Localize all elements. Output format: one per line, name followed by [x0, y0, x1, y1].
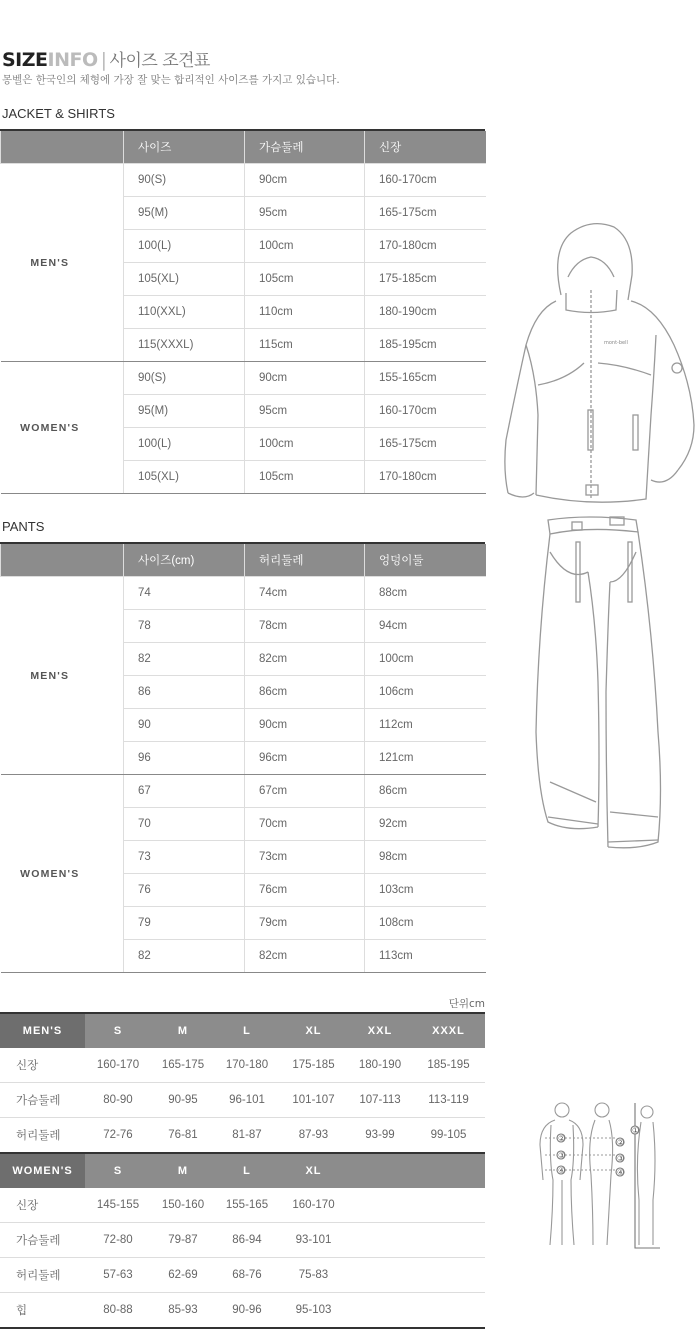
table-cell: 165-175cm	[365, 197, 486, 230]
table-cell: 100(L)	[124, 428, 245, 461]
table-cell: 88cm	[365, 577, 486, 610]
table-cell: 94cm	[365, 610, 486, 643]
table-row	[0, 1258, 485, 1293]
pants-header-row	[1, 544, 486, 577]
body-measure-name: 신장	[0, 1188, 85, 1223]
table-cell: 100(L)	[124, 230, 245, 263]
table-cell: 105cm	[245, 263, 365, 296]
jacket-brand-mark: mont-bell	[604, 340, 628, 346]
table-cell: 165-175cm	[365, 428, 486, 461]
table-cell: 90-96	[215, 1293, 279, 1329]
jacket-size-table	[0, 131, 486, 494]
body-size-header: S	[85, 1014, 151, 1048]
marker-2-front: ②	[558, 1134, 566, 1143]
marker-1: ①	[632, 1126, 640, 1135]
body-size-header: XL	[279, 1014, 348, 1048]
table-cell: 75-83	[279, 1258, 348, 1293]
marker-4-front: ④	[558, 1166, 566, 1175]
pants-group-label: MEN'S	[1, 577, 124, 775]
table-cell: 113cm	[365, 940, 486, 973]
table-cell: 96-101	[215, 1083, 279, 1118]
table-cell: 70cm	[245, 808, 365, 841]
table-cell: 95(M)	[124, 395, 245, 428]
table-cell: 86-94	[215, 1223, 279, 1258]
table-cell: 78	[124, 610, 245, 643]
body-measure-table	[0, 1014, 485, 1329]
table-cell: 160-170cm	[365, 164, 486, 197]
table-cell	[348, 1223, 412, 1258]
pants-col-header: 사이즈(cm)	[124, 544, 245, 577]
table-cell: 112cm	[365, 709, 486, 742]
body-measure-name: 허리둘레	[0, 1118, 85, 1154]
table-cell: 87-93	[279, 1118, 348, 1154]
table-cell: 150-160	[151, 1188, 215, 1223]
jacket-illustration	[496, 215, 700, 510]
table-cell	[412, 1293, 485, 1329]
table-cell: 82	[124, 643, 245, 676]
body-measure-name: 가슴둘레	[0, 1083, 85, 1118]
table-cell: 90cm	[245, 709, 365, 742]
table-cell: 76	[124, 874, 245, 907]
table-cell: 101-107	[279, 1083, 348, 1118]
body-women-group-label: WOMEN'S	[0, 1153, 85, 1188]
body-men-group-label: MEN'S	[0, 1014, 85, 1048]
table-cell: 165-175	[151, 1048, 215, 1083]
table-cell: 93-99	[348, 1118, 412, 1154]
table-row	[0, 1048, 485, 1083]
table-cell: 185-195	[412, 1048, 485, 1083]
table-cell	[412, 1258, 485, 1293]
table-row	[0, 1118, 485, 1154]
table-cell: 160-170	[279, 1188, 348, 1223]
table-cell: 90	[124, 709, 245, 742]
table-cell: 80-90	[85, 1083, 151, 1118]
jacket-header-row	[1, 131, 486, 164]
body-measure-name: 힙	[0, 1293, 85, 1329]
body-women-header-row	[0, 1153, 485, 1188]
table-cell: 95cm	[245, 395, 365, 428]
table-cell: 79-87	[151, 1223, 215, 1258]
marker-3-front: ③	[558, 1151, 566, 1160]
table-cell	[348, 1293, 412, 1329]
table-cell: 95(M)	[124, 197, 245, 230]
table-cell: 103cm	[365, 874, 486, 907]
table-cell: 175-185cm	[365, 263, 486, 296]
body-measure-name: 신장	[0, 1048, 85, 1083]
table-cell: 100cm	[245, 230, 365, 263]
table-cell: 74	[124, 577, 245, 610]
table-cell: 73cm	[245, 841, 365, 874]
table-cell: 113-119	[412, 1083, 485, 1118]
table-cell: 90(S)	[124, 164, 245, 197]
table-cell: 107-113	[348, 1083, 412, 1118]
pants-col-header: 허리둘레	[245, 544, 365, 577]
table-cell: 74cm	[245, 577, 365, 610]
table-row	[1, 577, 486, 610]
table-cell: 85-93	[151, 1293, 215, 1329]
pants-illustration	[528, 512, 668, 857]
table-cell: 115(XXXL)	[124, 329, 245, 362]
table-cell: 81-87	[215, 1118, 279, 1154]
table-cell: 105(XL)	[124, 263, 245, 296]
table-cell: 90-95	[151, 1083, 215, 1118]
table-cell: 62-69	[151, 1258, 215, 1293]
table-cell: 80-88	[85, 1293, 151, 1329]
table-cell: 160-170	[85, 1048, 151, 1083]
jacket-col-header: 가슴둘레	[245, 131, 365, 164]
table-cell: 100cm	[245, 428, 365, 461]
table-cell: 70	[124, 808, 245, 841]
jacket-group-label: MEN'S	[1, 164, 124, 362]
table-cell: 86cm	[245, 676, 365, 709]
table-cell: 155-165	[215, 1188, 279, 1223]
table-cell: 170-180cm	[365, 230, 486, 263]
pants-col-header: 엉덩이둘	[365, 544, 486, 577]
pants-group-label: WOMEN'S	[1, 775, 124, 973]
table-cell: 76-81	[151, 1118, 215, 1154]
table-cell: 180-190cm	[365, 296, 486, 329]
table-cell: 79	[124, 907, 245, 940]
table-cell	[412, 1188, 485, 1223]
table-row	[1, 164, 486, 197]
table-cell: 90cm	[245, 164, 365, 197]
table-cell: 145-155	[85, 1188, 151, 1223]
body-size-header	[348, 1153, 412, 1188]
table-cell: 90cm	[245, 362, 365, 395]
jacket-section-title: JACKET & SHIRTS	[2, 106, 115, 121]
jacket-header-blank	[1, 131, 124, 164]
body-figure-illustration	[535, 1100, 670, 1255]
table-cell: 175-185	[279, 1048, 348, 1083]
body-size-header: L	[215, 1014, 279, 1048]
table-cell: 185-195cm	[365, 329, 486, 362]
table-row	[1, 775, 486, 808]
body-size-header: M	[151, 1014, 215, 1048]
title-size: SIZE	[2, 49, 48, 71]
table-cell: 170-180	[215, 1048, 279, 1083]
table-cell	[348, 1188, 412, 1223]
pants-header-blank	[1, 544, 124, 577]
table-cell: 110(XXL)	[124, 296, 245, 329]
table-cell: 79cm	[245, 907, 365, 940]
table-cell: 92cm	[365, 808, 486, 841]
table-cell: 96cm	[245, 742, 365, 775]
marker-3-side: ③	[617, 1154, 625, 1163]
table-cell: 90(S)	[124, 362, 245, 395]
table-row	[0, 1188, 485, 1223]
body-size-header: XXXL	[412, 1014, 485, 1048]
table-cell: 67	[124, 775, 245, 808]
table-cell: 78cm	[245, 610, 365, 643]
table-cell: 100cm	[365, 643, 486, 676]
table-cell: 95-103	[279, 1293, 348, 1329]
table-cell	[348, 1258, 412, 1293]
title-info: INFO	[47, 49, 98, 71]
table-cell: 105cm	[245, 461, 365, 494]
body-size-header: XL	[279, 1153, 348, 1188]
table-row	[1, 362, 486, 395]
jacket-col-header: 사이즈	[124, 131, 245, 164]
jacket-col-header: 신장	[365, 131, 486, 164]
table-cell: 82cm	[245, 643, 365, 676]
table-cell: 86	[124, 676, 245, 709]
table-cell: 155-165cm	[365, 362, 486, 395]
table-cell: 108cm	[365, 907, 486, 940]
table-row	[0, 1083, 485, 1118]
table-cell: 105(XL)	[124, 461, 245, 494]
body-size-header: XXL	[348, 1014, 412, 1048]
table-cell: 96	[124, 742, 245, 775]
table-cell: 98cm	[365, 841, 486, 874]
table-cell: 73	[124, 841, 245, 874]
title-separator: |	[100, 49, 107, 71]
table-row	[0, 1223, 485, 1258]
title-korean: 사이즈 조견표	[109, 51, 210, 71]
table-cell: 115cm	[245, 329, 365, 362]
marker-2-side: ②	[617, 1138, 625, 1147]
table-cell: 170-180cm	[365, 461, 486, 494]
table-cell: 72-80	[85, 1223, 151, 1258]
table-cell: 68-76	[215, 1258, 279, 1293]
table-cell: 110cm	[245, 296, 365, 329]
body-size-header: M	[151, 1153, 215, 1188]
table-cell: 82cm	[245, 940, 365, 973]
body-men-header-row	[0, 1014, 485, 1048]
page-subtitle: 몽벨은 한국인의 체형에 가장 잘 맞는 합리적인 사이즈를 가지고 있습니다.	[2, 74, 340, 86]
table-cell: 82	[124, 940, 245, 973]
table-cell: 57-63	[85, 1258, 151, 1293]
table-cell: 99-105	[412, 1118, 485, 1154]
jacket-group-label: WOMEN'S	[1, 362, 124, 494]
table-cell: 121cm	[365, 742, 486, 775]
body-measure-name: 가슴둘레	[0, 1223, 85, 1258]
body-measure-name: 허리둘레	[0, 1258, 85, 1293]
pants-size-table	[0, 544, 486, 973]
unit-label: 단위cm	[448, 998, 485, 1010]
body-size-header: L	[215, 1153, 279, 1188]
marker-4-side: ④	[617, 1168, 625, 1177]
body-size-header	[412, 1153, 485, 1188]
table-cell: 86cm	[365, 775, 486, 808]
table-cell: 106cm	[365, 676, 486, 709]
body-size-header: S	[85, 1153, 151, 1188]
table-cell: 67cm	[245, 775, 365, 808]
table-cell	[412, 1223, 485, 1258]
table-cell: 93-101	[279, 1223, 348, 1258]
pants-section-title: PANTS	[2, 519, 45, 534]
page-title	[2, 46, 210, 71]
table-row	[0, 1293, 485, 1329]
table-cell: 95cm	[245, 197, 365, 230]
table-cell: 180-190	[348, 1048, 412, 1083]
table-cell: 160-170cm	[365, 395, 486, 428]
table-cell: 76cm	[245, 874, 365, 907]
table-cell: 72-76	[85, 1118, 151, 1154]
